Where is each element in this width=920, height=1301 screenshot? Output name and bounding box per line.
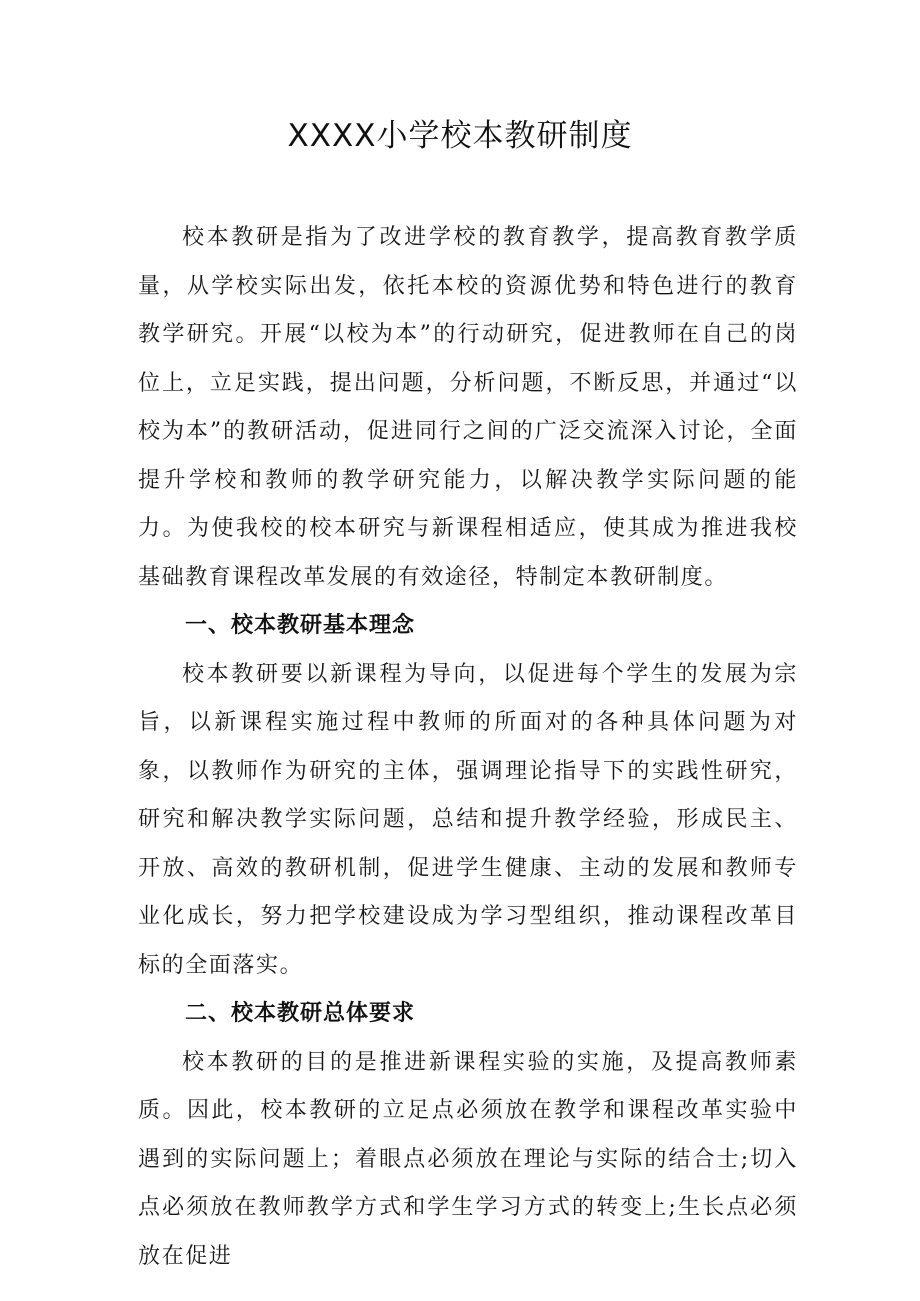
document-title: XXXX小学校本教研制度 (287, 118, 633, 154)
document-body (138, 214, 798, 1281)
section-heading-1: 一、校本教研基本理念 (185, 613, 416, 638)
section-paragraph-2: 校本教研的目的是推进新课程实验的实施，及提高教师素质。因此，校本教研的立足点必须放在教学和课程改革实验中遇到的实际问题上；着眼点必须放在理论与实际的结合士;切入点必须放在教师教学方式和学生学习方式的转变上;生长点必须放在促进 (138, 1049, 798, 1269)
section-heading-2: 二、校本教研总体要求 (185, 1001, 416, 1026)
section-paragraph-1: 校本教研要以新课程为导向，以促进每个学生的发展为宗旨，以新课程实施过程中教师的所面对的各种具体问题为对象，以教师作为研究的主体，强调理论指导下的实践性研究，研究和解决教学实际问题，总结和提升教学经验，形成民主、开放、高效的教研机制，促进学生健康、主动的发展和教师专业化成长，努力把学校建设成为学习型组织，推动课程改革目标的全面落实。 (138, 661, 798, 978)
intro-paragraph: 校本教研是指为了改进学校的教育教学，提高教育教学质量，从学校实际出发，依托本校的资源优势和特色进行的教育教学研究。开展“以校为本”的行动研究，促进教师在自己的岗位上，立足实践，提出问题，分析问题，不断反思，并通过“以校为本”的教研活动，促进同行之间的广泛交流深入讨论，全面提升学校和教师的教学研究能力，以解决教学实际问题的能力。为使我校的校本研究与新课程相适应，使其成为推进我校基础教育课程改革发展的有效途径，特制定本教研制度。 (138, 225, 798, 590)
